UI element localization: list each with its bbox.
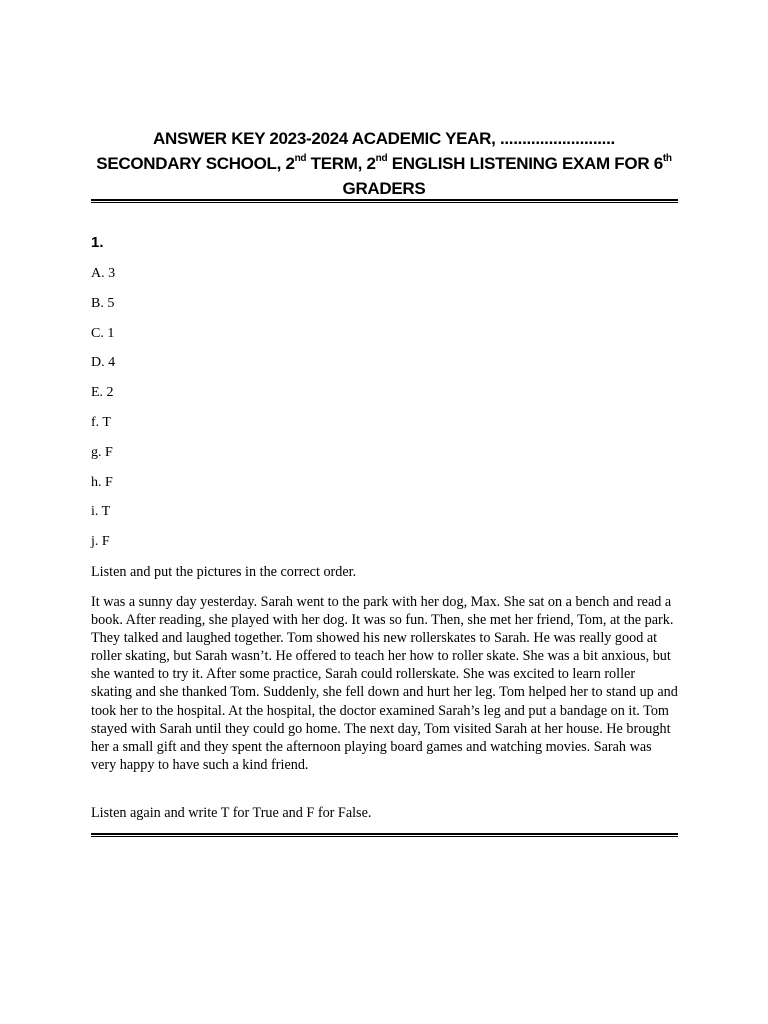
answer-item: i. T xyxy=(91,504,111,520)
answer-item: E. 2 xyxy=(91,385,114,401)
answer-item: B. 5 xyxy=(91,295,115,311)
answer-item: g. F xyxy=(91,444,113,460)
top-divider xyxy=(91,199,678,203)
title-line-1: ANSWER KEY 2023-2024 ACADEMIC YEAR, .......................... xyxy=(153,129,615,148)
answer-item: h. F xyxy=(91,474,113,490)
title-superscript-nd-1: nd xyxy=(294,153,307,165)
title-line-2 xyxy=(80,151,688,176)
title-line-3: GRADERS xyxy=(342,179,426,198)
order-instruction: Listen and put the pictures in the correct order. xyxy=(91,564,357,580)
true-false-instruction: Listen again and write T for True and F for False. xyxy=(91,805,372,821)
question-number: 1. xyxy=(91,234,104,251)
page-title xyxy=(80,126,688,201)
bottom-divider xyxy=(91,833,678,837)
answer-list xyxy=(91,264,115,562)
title-superscript-th: th xyxy=(662,153,672,165)
listening-passage: It was a sunny day yesterday. Sarah went to the park with her dog, Max. She sat on a bench and read a book. After reading, she played with her dog. It was so fun. Then, she met her friend, Tom, at the park. They talked and laughed together. Tom showed his new rollerskates to Sarah. He was really good at roller skating, but Sarah wasn’t. He offered to teach her how to roller skate. She was a bit anxious, but she wanted to try it. After some practice, Sarah could rollerskate. She was excited to learn roller skating and she thanked Tom. Suddenly, she fell down and hurt her leg. Tom helped her to stand up and took her to the hospital. At the hospital, the doctor examined Sarah’s leg and put a bandage on it. Tom stayed with Sarah until they could go home. The next day, Tom visited Sarah at her house. He brought her a small gift and they spent the afternoon playing board games and watching movies. Sarah was very happy to have such a kind friend. xyxy=(91,594,678,773)
answer-item: C. 1 xyxy=(91,325,115,341)
title-line-2-part-b: TERM, 2 xyxy=(306,154,376,173)
answer-item: A. 3 xyxy=(91,266,116,281)
answer-item: j. F xyxy=(91,534,110,550)
answer-item: D. 4 xyxy=(91,355,116,371)
title-line-2-part-c: ENGLISH LISTENING EXAM FOR 6 xyxy=(387,154,663,173)
answer-item: f. T xyxy=(91,414,111,430)
title-superscript-nd-2: nd xyxy=(375,153,388,165)
title-line-2-part-a: SECONDARY SCHOOL, 2 xyxy=(96,154,295,173)
